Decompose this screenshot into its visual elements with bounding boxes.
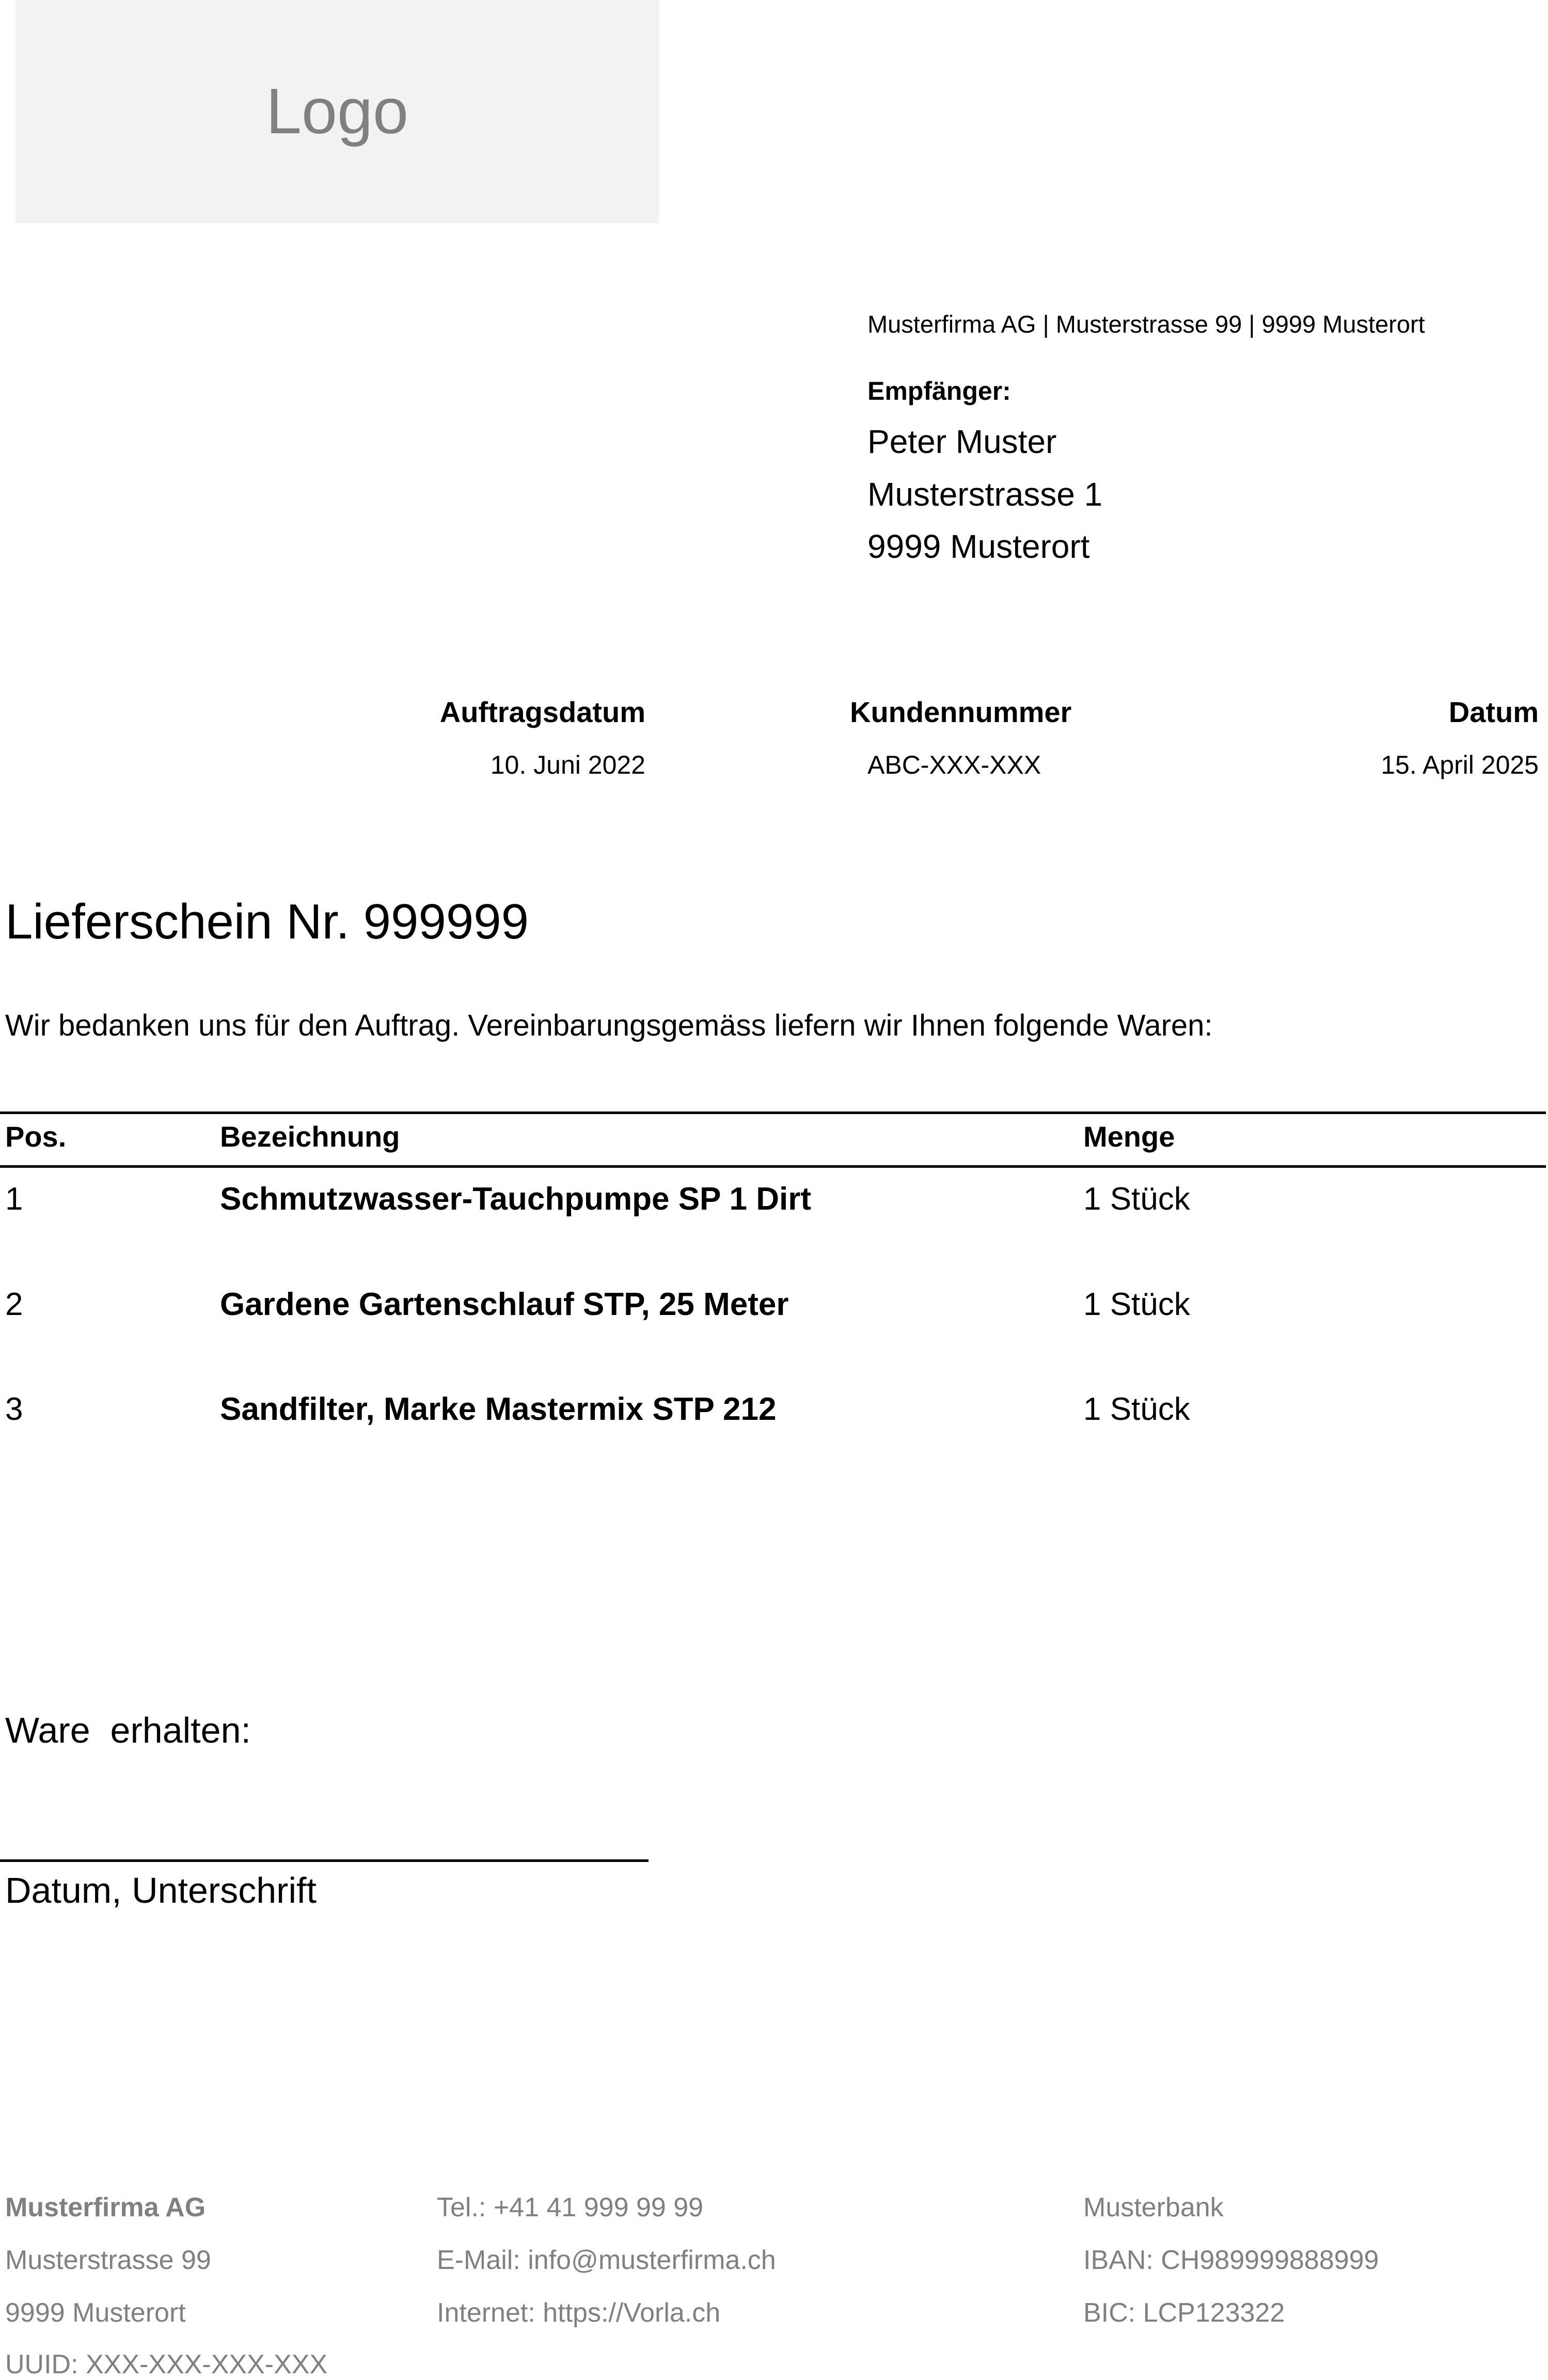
row-pos: 3 — [5, 1391, 23, 1427]
table-row — [0, 1286, 1546, 1338]
footer-bic: BIC: LCP123322 — [1083, 2298, 1285, 2328]
footer-company-city: 9999 Musterort — [5, 2298, 186, 2328]
table-header-pos: Pos. — [5, 1120, 67, 1153]
recipient-label: Empfänger: — [867, 377, 1011, 405]
customer-number-value: ABC-XXX-XXX — [867, 750, 1041, 779]
row-pos: 1 — [5, 1181, 23, 1217]
signature-line — [0, 1859, 649, 1862]
row-description: Gardene Gartenschlauf STP, 25 Meter — [220, 1287, 789, 1322]
row-description: Schmutzwasser-Tauchpumpe SP 1 Dirt — [220, 1181, 812, 1217]
recipient-city: 9999 Musterort — [867, 528, 1090, 565]
footer-company-uid: UUID: XXX-XXX-XXX-XXX — [5, 2350, 328, 2379]
customer-number-label: Kundennummer — [850, 696, 1072, 728]
row-pos: 2 — [5, 1287, 23, 1322]
date-value: 15. April 2025 — [1381, 750, 1539, 779]
recipient-street: Musterstrasse 1 — [867, 476, 1103, 513]
footer-email: E-Mail: info@musterfirma.ch — [437, 2245, 776, 2275]
logo-placeholder — [15, 0, 659, 223]
signature-caption: Datum, Unterschrift — [5, 1870, 317, 1911]
order-date-label: Auftragsdatum — [439, 696, 645, 728]
footer-iban: IBAN: CH989999888999 — [1083, 2245, 1379, 2275]
table-header-description: Bezeichnung — [220, 1120, 400, 1153]
table-row — [0, 1181, 1546, 1232]
order-date-value: 10. Juni 2022 — [490, 750, 645, 779]
footer-bank-name: Musterbank — [1083, 2193, 1224, 2222]
goods-received-label: Ware erhalten: — [5, 1710, 251, 1750]
row-description: Sandfilter, Marke Mastermix STP 212 — [220, 1391, 777, 1427]
document-title: Lieferschein Nr. 999999 — [5, 894, 529, 949]
table-row — [0, 1391, 1546, 1443]
footer-company-name: Musterfirma AG — [5, 2193, 206, 2222]
row-quantity: 1 Stück — [1083, 1287, 1190, 1322]
table-top-rule — [0, 1111, 1546, 1114]
logo-text: Logo — [266, 76, 408, 147]
intro-text: Wir bedanken uns für den Auftrag. Vereinbarungsgemäss liefern wir Ihnen folgende Waren: — [5, 1009, 1213, 1042]
recipient-name: Peter Muster — [867, 423, 1057, 460]
row-quantity: 1 Stück — [1083, 1391, 1190, 1427]
footer-website: Internet: https://Vorla.ch — [437, 2298, 721, 2328]
row-quantity: 1 Stück — [1083, 1181, 1190, 1217]
footer-company-street: Musterstrasse 99 — [5, 2245, 211, 2275]
sender-line: Musterfirma AG | Musterstrasse 99 | 9999 Musterort — [867, 310, 1425, 338]
table-header-rule — [0, 1165, 1546, 1168]
footer-phone: Tel.: +41 41 999 99 99 — [437, 2193, 704, 2222]
date-label: Datum — [1448, 696, 1539, 728]
table-header-quantity: Menge — [1083, 1120, 1175, 1153]
